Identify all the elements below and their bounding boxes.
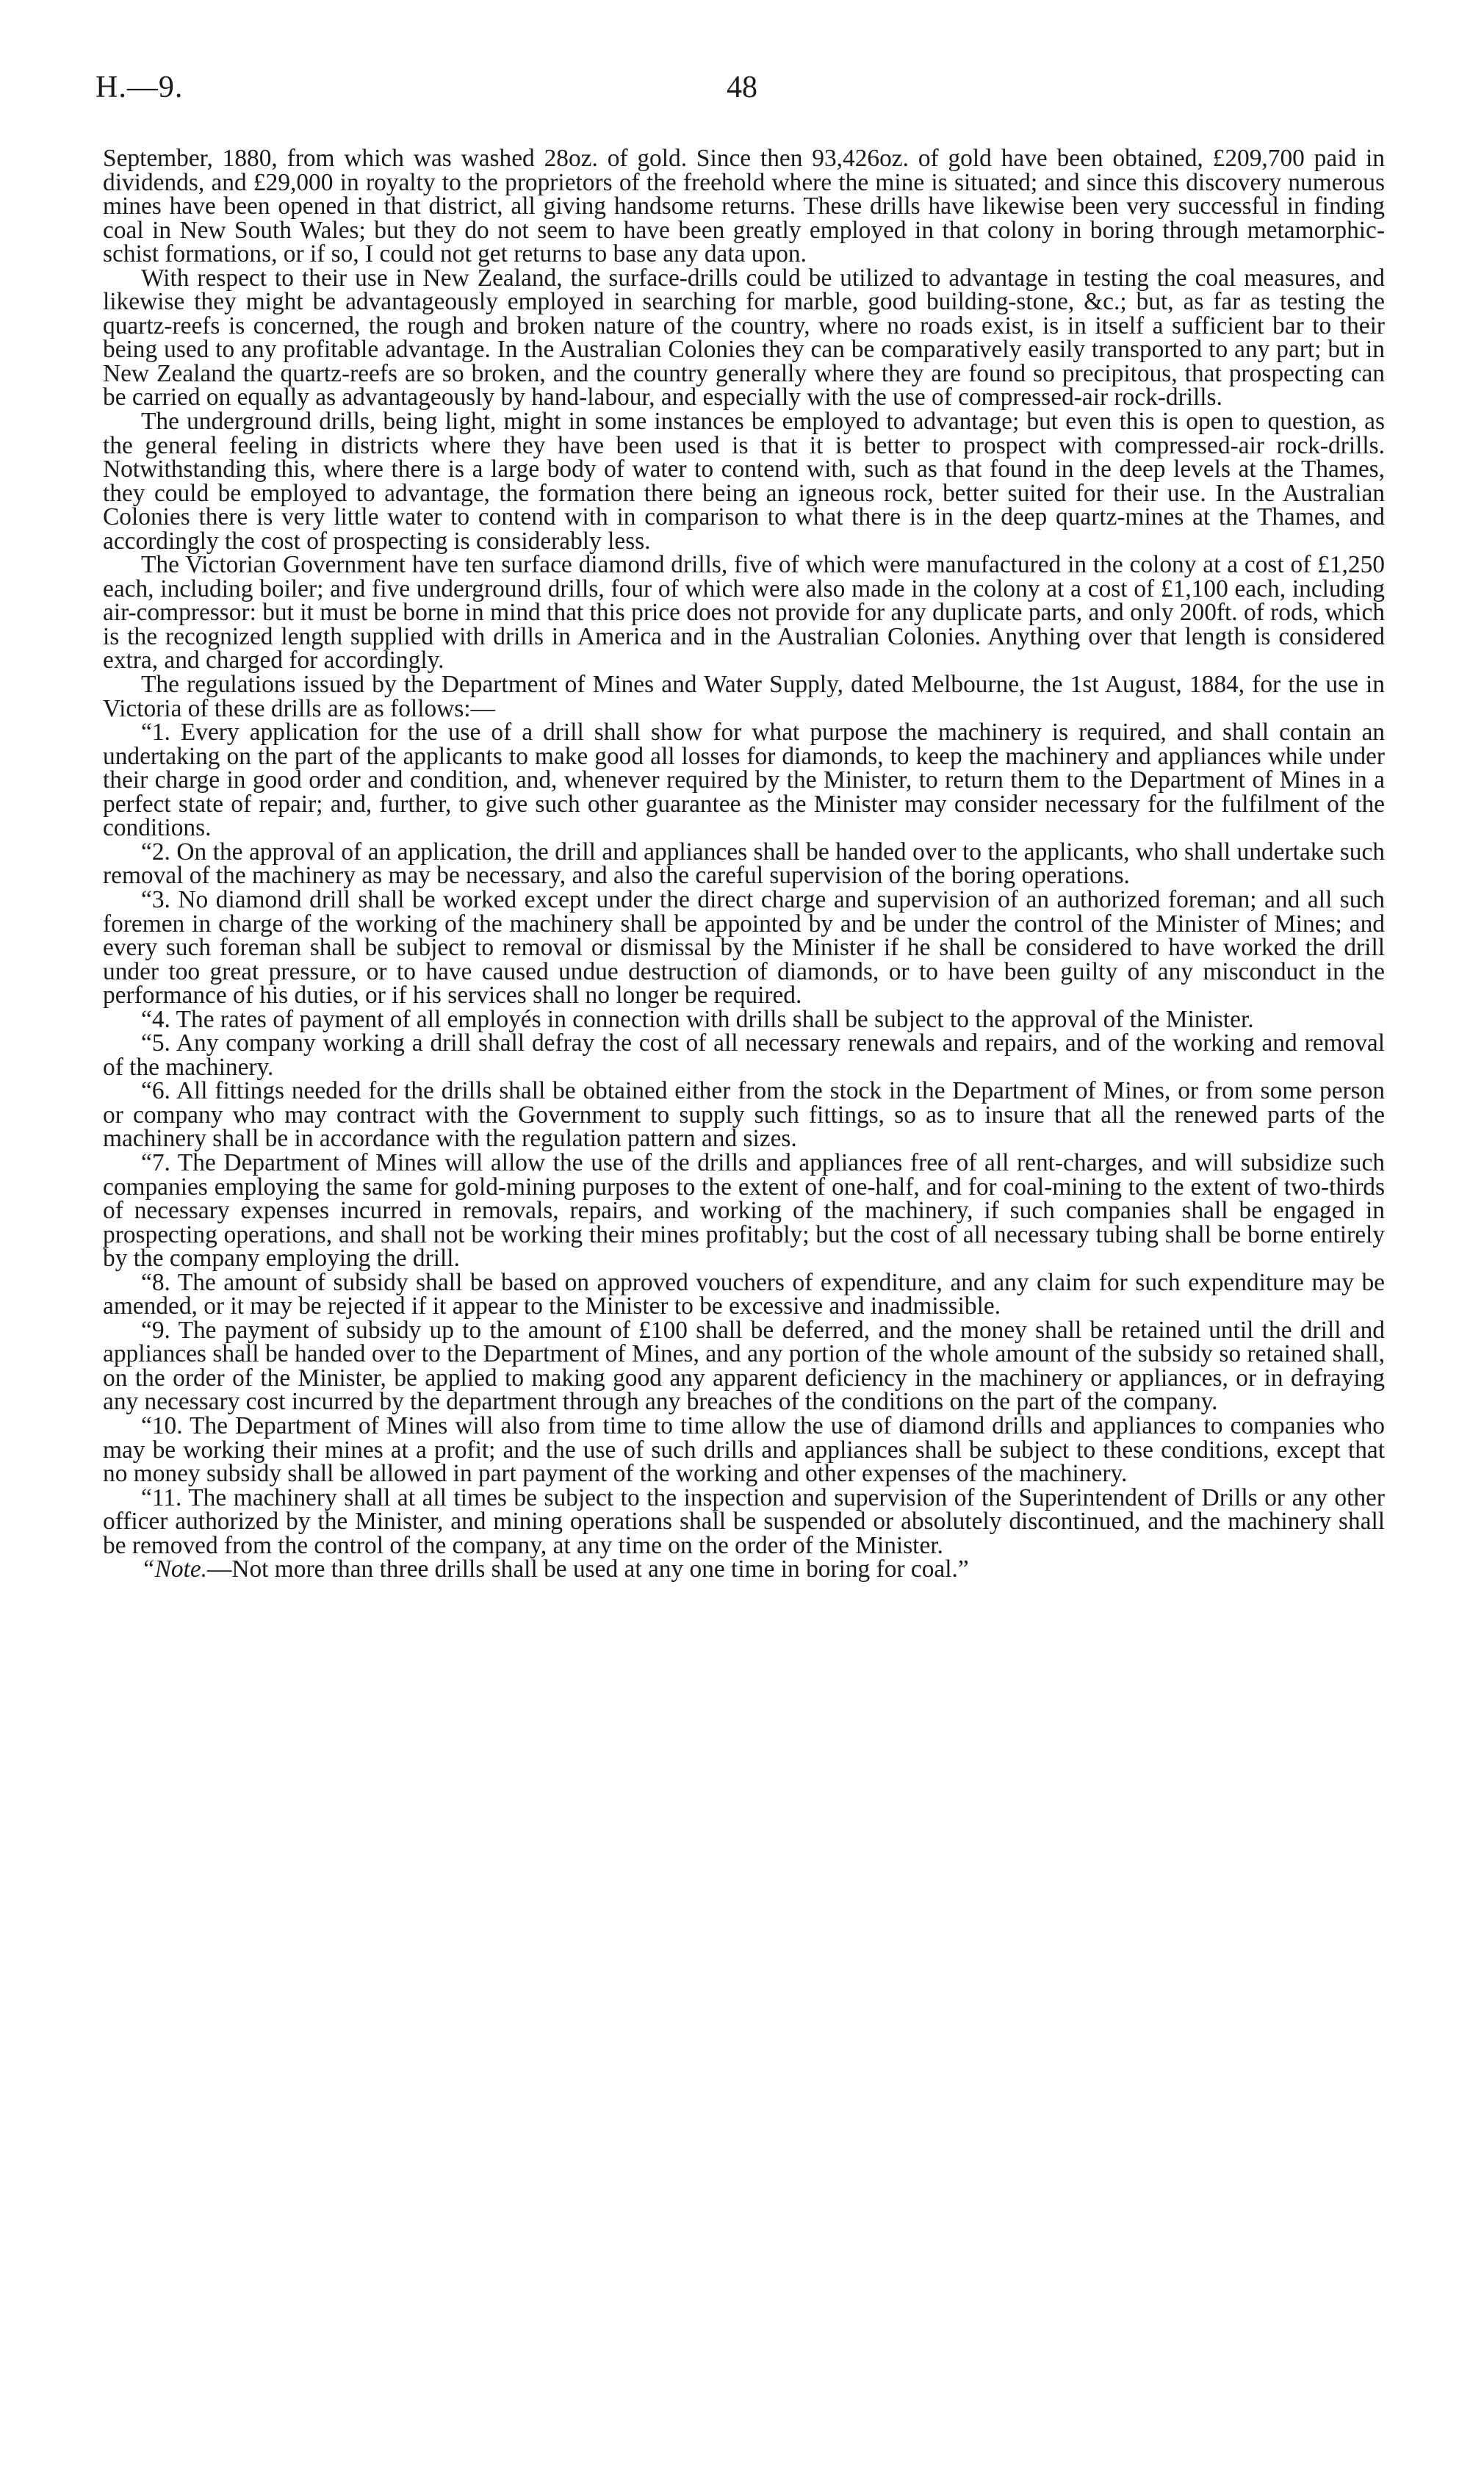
regulation-11: “11. The machinery shall at all times be subject to the inspection and supervision of the Superintendent of Drills or any other officer authorized by the Minister, and mining operations shall be suspended or absolutely discontinued, and the machinery shall be removed from the control of the company, at any time on the order of the Minister.	[103, 1483, 1385, 1559]
regulation-8: “8. The amount of subsidy shall be based on approved vouchers of expenditure, and any claim for such expenditure may be amended, or it may be rejected if it appear to the Minister to be excessive and inadmissible.	[103, 1268, 1385, 1320]
document-reference: H.—9.	[96, 71, 184, 104]
paragraph-new-zealand-use: With respect to their use in New Zealand, the surface-drills could be utilized to advantage in testing the coal measures, and likewise they might be advantageously employed in searching for marble, good building-stone, &c.; but, as far as testing the quartz-reefs is concerned, the rough and broken nature of the country, where no roads exist, is in itself a sufficient bar to their being used to any profitable advantage. In the Australian Colonies they can be comparatively easily transported to any part; but in New Zealand the quartz-reefs are so broken, and the country generally where they are found so precipitous, that prospecting can be carried on equally as advantageously by hand-labour, and especially with the use of compressed-air rock-drills.	[103, 264, 1385, 411]
regulation-note	[103, 1555, 1385, 1583]
paragraph-gold-returns: September, 1880, from which was washed 28oz. of gold. Since then 93,426oz. of gold have been obtained, £209,700 paid in dividends, and £29,000 in royalty to the proprietors of the freehold where the mine is situated; and since this discovery numerous mines have been opened in that district, all giving handsome returns. These drills have likewise been very successful in finding coal in New South Wales; but they do not seem to have been greatly employed in that colony in boring through metamorphic-schist formations, or if so, I could not get returns to base any data upon.	[103, 145, 1385, 268]
regulation-3: “3. No diamond drill shall be worked except under the direct charge and supervision of an authorized foreman; and all such foremen in charge of the working of the machinery shall be appointed by and be under the control of the Minister of Mines; and every such foreman shall be subject to removal or dismissal by the Minister if he shall be considered to have worked the drill under too great pressure, or to have caused undue destruction of diamonds, or to have been guilty of any misconduct in the performance of his duties, or if his services shall no longer be required.	[103, 885, 1385, 1010]
regulation-10: “10. The Department of Mines will also from time to time allow the use of diamond drills and appliances to companies who may be working their mines at a profit; and the use of such drills and appliances shall be subject to these conditions, except that no money subsidy shall be allowed in part payment of the working and other expenses of the machinery.	[103, 1411, 1385, 1488]
regulation-2: “2. On the approval of an application, the drill and appliances shall be handed over to the applicants, who shall undertake such removal of the machinery as may be necessary, and also the careful supervision of the boring operations.	[103, 838, 1385, 890]
regulation-1: “1. Every application for the use of a drill shall show for what purpose the machinery is required, and shall contain an undertaking on the part of the applicants to make good all losses for diamonds, to keep the machinery and appliances while under their charge in good order and condition, and, whenever required by the Minister, to return them to the Department of Mines in a perfect state of repair; and, further, to give such other guarantee as the Minister may consider necessary for the fulfilment of the conditions.	[103, 719, 1385, 842]
regulation-7: “7. The Department of Mines will allow the use of the drills and appliances free of all rent-charges, and will subsidize such companies employing the same for gold-mining purposes to the extent of one-half, and for coal-mining to the extent of two-thirds of necessary expenses incurred in removals, repairs, and working of the machinery, if such companies shall be engaged in prospecting operations, and shall not be working their mines profitably; but the cost of all necessary tubing shall be borne entirely by the company employing the drill.	[103, 1148, 1385, 1273]
paragraph-victorian-government: The Victorian Government have ten surface diamond drills, five of which were manufactured in the colony at a cost of £1,250 each, including boiler; and five underground drills, four of which were also made in the colony at a cost of £1,100 each, including air-compressor: but it must be borne in mind that this price does not provide for any duplicate parts, and only 200ft. of rods, which is the recognized length supplied with drills in America and in the Australian Colonies. Anything over that length is considered extra, and charged for accordingly.	[103, 551, 1385, 675]
page-number: 48	[727, 71, 757, 104]
regulation-5: “5. Any company working a drill shall defray the cost of all necessary renewals and repairs, and of the working and removal of the machinery.	[103, 1029, 1385, 1081]
regulation-4: “4. The rates of payment of all employés in connection with drills shall be subject to the approval of the Minister.	[141, 1005, 1254, 1033]
page-header	[96, 70, 1388, 114]
regulation-6: “6. All fittings needed for the drills shall be obtained either from the stock in the Department of Mines, or from some person or company who may contract with the Government to supply such fittings, so as to insure that all the renewed parts of the machinery shall be in accordance with the regulation pattern and sizes.	[103, 1077, 1385, 1153]
note-lead: “Note.	[141, 1555, 207, 1583]
note-text: —Not more than three drills shall be used at any one time in boring for coal.”	[206, 1555, 969, 1583]
regulation-9: “9. The payment of subsidy up to the amount of £100 shall be deferred, and the money shall be retained until the drill and appliances shall be handed over to the Department of Mines, and any portion of the whole amount of the subsidy so retained shall, on the order of the Minister, be applied to making good any apparent deficiency in the machinery or appliances, or in defraying any necessary cost incurred by the department through any breaches of the conditions on the part of the company.	[103, 1316, 1385, 1416]
body-text	[103, 147, 1385, 1582]
paragraph-regulations-intro: The regulations issued by the Department of Mines and Water Supply, dated Melbourne, the 1st August, 1884, for the use in Victoria of these drills are as follows:—	[103, 671, 1385, 722]
paragraph-underground-drills: The underground drills, being light, might in some instances be employed to advantage; but even this is open to question, as the general feeling in districts where they have been used is that it is better to prospect with compressed-air rock-drills. Notwithstanding this, where there is a large body of water to contend with, such as that found in the deep levels at the Thames, they could be employed to advantage, the formation there being an igneous rock, better suited for their use. In the Australian Colonies there is very little water to contend with in comparison to what there is in the deep quartz-mines at the Thames, and accordingly the cost of prospecting is considerably less.	[103, 408, 1385, 555]
